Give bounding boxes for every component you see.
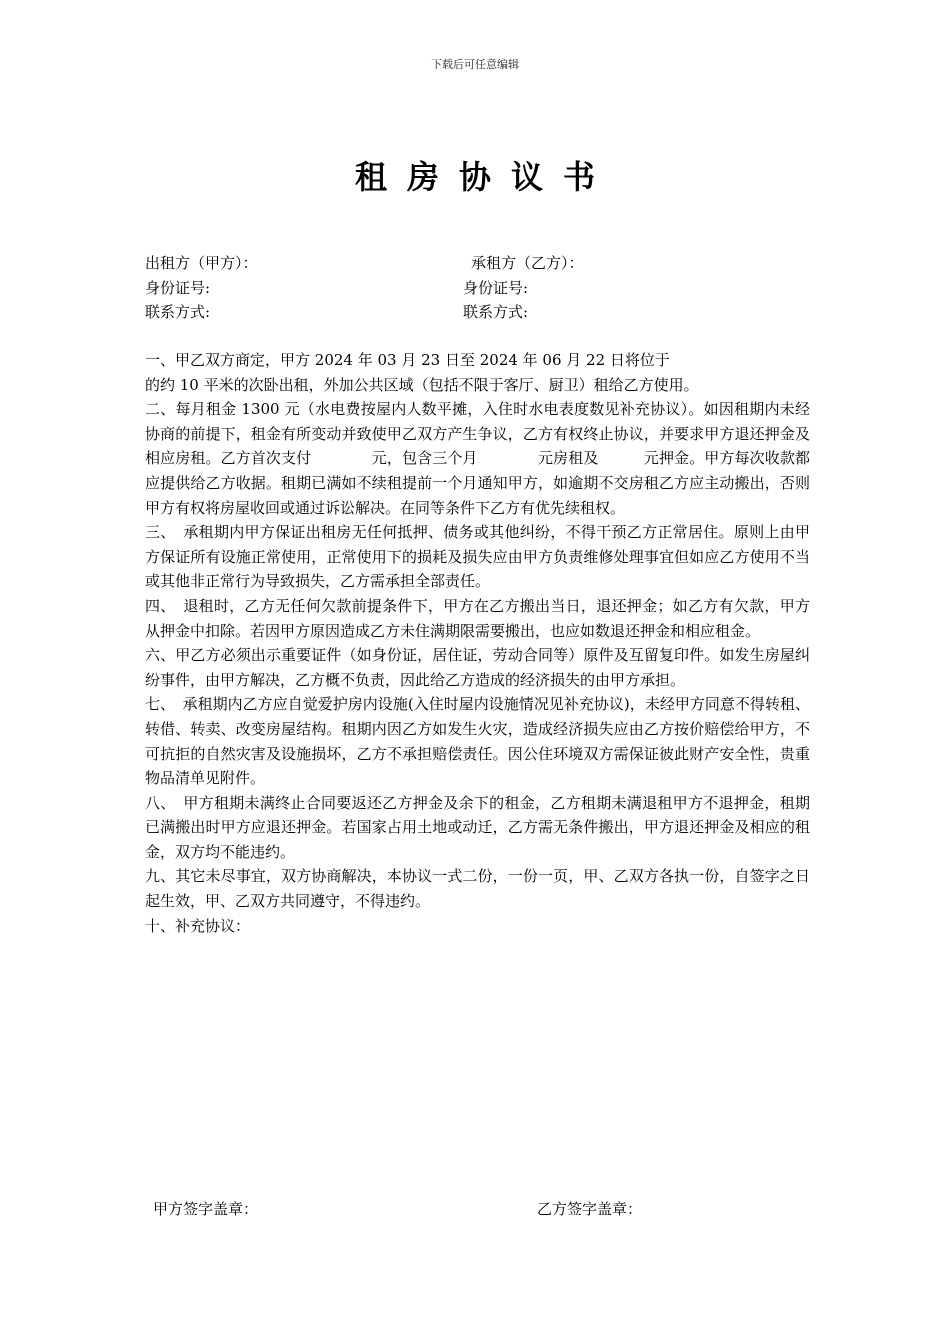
lessor-contact-label: 联系方式:	[145, 303, 211, 321]
clause-4: 四、 退租时，乙方无任何欠款前提条件下，甲方在乙方搬出当日，退还押金；如乙方有欠款，甲方从押金中扣除。若因甲方原因造成乙方未住满期限需要搬出，也应如数退还押金和相应租金。	[145, 596, 810, 640]
header-note: 下载后可任意编辑	[431, 58, 519, 71]
lessee-signature-label: 乙方签字盖章：	[537, 1200, 643, 1218]
clause-8: 八、 甲方租期未满终止合同要返还乙方押金及余下的租金，乙方租期未满退租甲方不退押金，租期已满搬出时甲方应退还押金。若国家占用土地或动迁，乙方需无条件搬出，甲方退还押金及相应的租金，双方均不能违约。	[145, 793, 810, 861]
clause-7: 七、 承租期内乙方应自觉爱护房内设施(入住时屋内设施情况见补充协议)，未经甲方同意不得转租、转借、转卖、改变房屋结构。租期内因乙方如发生火灾，造成经济损失应由乙方按价赔偿给甲方，不可抗拒的自然灾害及设施损坏，乙方不承担赔偿责任。因公住环境双方需保证彼此财产安全性，贵重物品清单见附件。	[145, 695, 810, 788]
clause-1-line-1: 一、甲乙双方商定，甲方 2024 年 03 月 23 日至 2024 年 06 月 22 日将位于	[145, 351, 670, 369]
lessor-label: 出租方（甲方）：	[145, 254, 258, 272]
clause-1-line-2: 的约 10 平米的次卧出租，外加公共区域（包括不限于客厅、厨卫）租给乙方使用。	[145, 375, 699, 394]
document-title: 租房协议书	[354, 158, 615, 196]
lessee-label: 承租方（乙方）：	[471, 254, 584, 272]
lessee-contact-label: 联系方式:	[463, 303, 529, 321]
agreement-body	[145, 348, 810, 938]
lessor-signature-label: 甲方签字盖章：	[153, 1200, 259, 1218]
lessor-id-label: 身份证号:	[145, 279, 211, 297]
clause-2: 二、每月租金 1300 元（水电费按屋内人数平摊，入住时水电表度数见补充协议）。如因租期内未经协商的前提下，租金有所变动并致使甲乙双方产生争议，乙方有权终止协议，并要求甲方退还押金及相应房租。乙方首次支付 元，包含三个月 元房租及 元押金。甲方每次收款都应提供给乙方收据。租期已满如不续租提前一个月通知甲方，如逾期不交房租乙方应主动搬出，否则甲方有权将房屋收回或通过诉讼解决。在同等条件下乙方有优先续租权。	[145, 400, 810, 517]
clause-9: 九、其它未尽事宜，双方协商解决，本协议一式二份，一份一页，甲、乙双方各执一份，自签字之日起生效，甲、乙双方共同遵守，不得违约。	[145, 867, 810, 911]
clause-6: 六、甲乙方必须出示重要证件（如身份证，居住证，劳动合同等）原件及互留复印件。如发生房屋纠纷事件，由甲方解决，乙方概不负责，因此给乙方造成的经济损失的由甲方承担。	[145, 646, 810, 689]
lessee-id-label: 身份证号:	[463, 279, 529, 297]
clause-3: 三、 承租期内甲方保证出租房无任何抵押、债务或其他纠纷，不得干预乙方正常居住。原则上由甲方保证所有设施正常使用，正常使用下的损耗及损失应由甲方负责维修处理事宜但如应乙方使用不当或其他非正常行为导致损失，乙方需承担全部责任。	[145, 523, 810, 591]
clause-10: 十、补充协议：	[145, 916, 251, 935]
